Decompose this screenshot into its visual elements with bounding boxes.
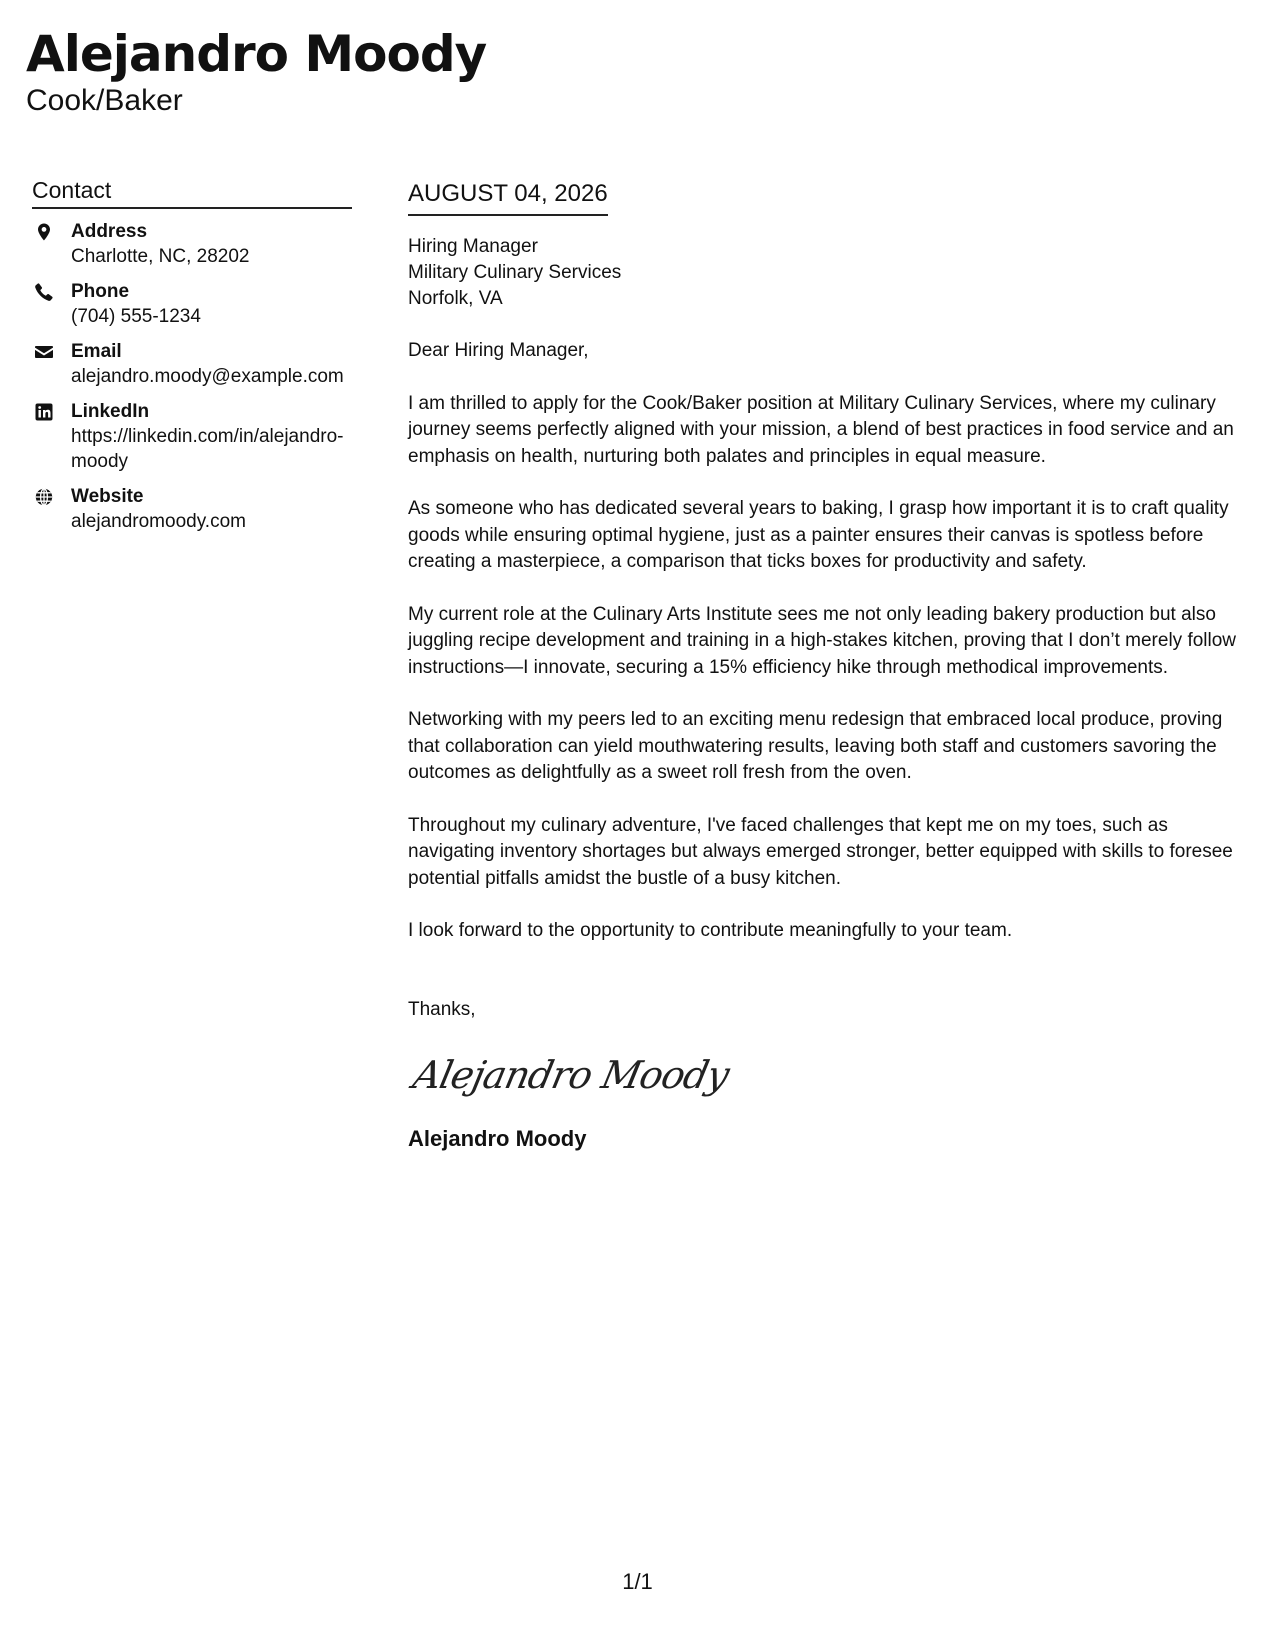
contact-label: Email [71,341,122,362]
contact-label: LinkedIn [71,401,150,422]
contact-label: Address [71,221,148,242]
letter-paragraph: I look forward to the opportunity to contribute meaningfully to your team. [408,920,1013,941]
recipient-block [408,234,1253,312]
letter-paragraph: Throughout my culinary adventure, I've faced challenges that kept me on my toes, such as navigating inventory shortages but always emerged stronger, better equipped with skills to foresee potential pitfalls amidst the bustle of a busy kitchen. [408,814,1233,889]
applicant-title: Cook/Baker [26,84,183,117]
letter-paragraph: As someone who has dedicated several years to baking, I grasp how important it is to craft quality goods while ensuring optimal hygiene, just as a painter ensures their canvas is spotless before creating a masterpiece, a comparison that ticks boxes for productivity and safety. [408,498,1229,572]
contact-label: Phone [71,281,130,302]
recipient-line: Military Culinary Services [408,262,622,283]
signed-name: Alejandro Moody [408,1126,587,1151]
contact-value: (704) 555-1234 [71,306,201,327]
globe-icon [34,487,54,507]
contact-heading: Contact [32,176,352,209]
letter-date: AUGUST 04, 2026 [408,178,608,216]
contact-phone [32,279,352,329]
letter-paragraph: My current role at the Culinary Arts Institute sees me not only leading bakery production but also juggling recipe development and training in a high-stakes kitchen, proving that I don’t merely follow instructions—I innovate, securing a 15% efficiency hike through methodical improvements. [408,603,1237,678]
handwritten-signature [408,1047,733,1103]
cover-letter [408,178,1253,1153]
contact-label: Website [71,486,144,507]
contact-sidebar [32,176,352,544]
letter-paragraph: I am thrilled to apply for the Cook/Baker position at Military Culinary Services, where my culinary journey seems perfectly aligned with your mission, a blend of best practices in food service and an emphasis on health, nurturing both palates and principles in equal measure. [408,392,1234,467]
page-number: 1/1 [622,1569,653,1594]
signature-text: Alejandro Moody [409,1053,733,1097]
envelope-icon [34,342,54,362]
contact-value[interactable]: alejandromoody.com [71,511,246,532]
map-pin-icon [34,222,54,242]
phone-icon [34,282,54,302]
closing: Thanks, [408,998,476,1020]
salutation: Dear Hiring Manager, [408,340,589,361]
applicant-name: Alejandro Moody [26,25,487,83]
recipient-line: Hiring Manager [408,236,538,257]
contact-value: Charlotte, NC, 28202 [71,246,250,267]
letter-paragraph: Networking with my peers led to an exciting menu redesign that embraced local produce, proving that collaboration can yield mouthwatering results, leaving both staff and customers savoring the outcomes as delightfully as a sweet roll fresh from the oven. [408,709,1223,783]
recipient-line: Norfolk, VA [408,288,503,309]
contact-value[interactable]: alejandro.moody@example.com [71,366,344,387]
contact-value[interactable]: https://linkedin.com/in/alejandro-moody [71,426,344,472]
linkedin-icon [34,402,54,422]
contact-linkedin [32,399,352,474]
contact-email [32,339,352,389]
contact-address [32,219,352,269]
contact-website [32,484,352,534]
